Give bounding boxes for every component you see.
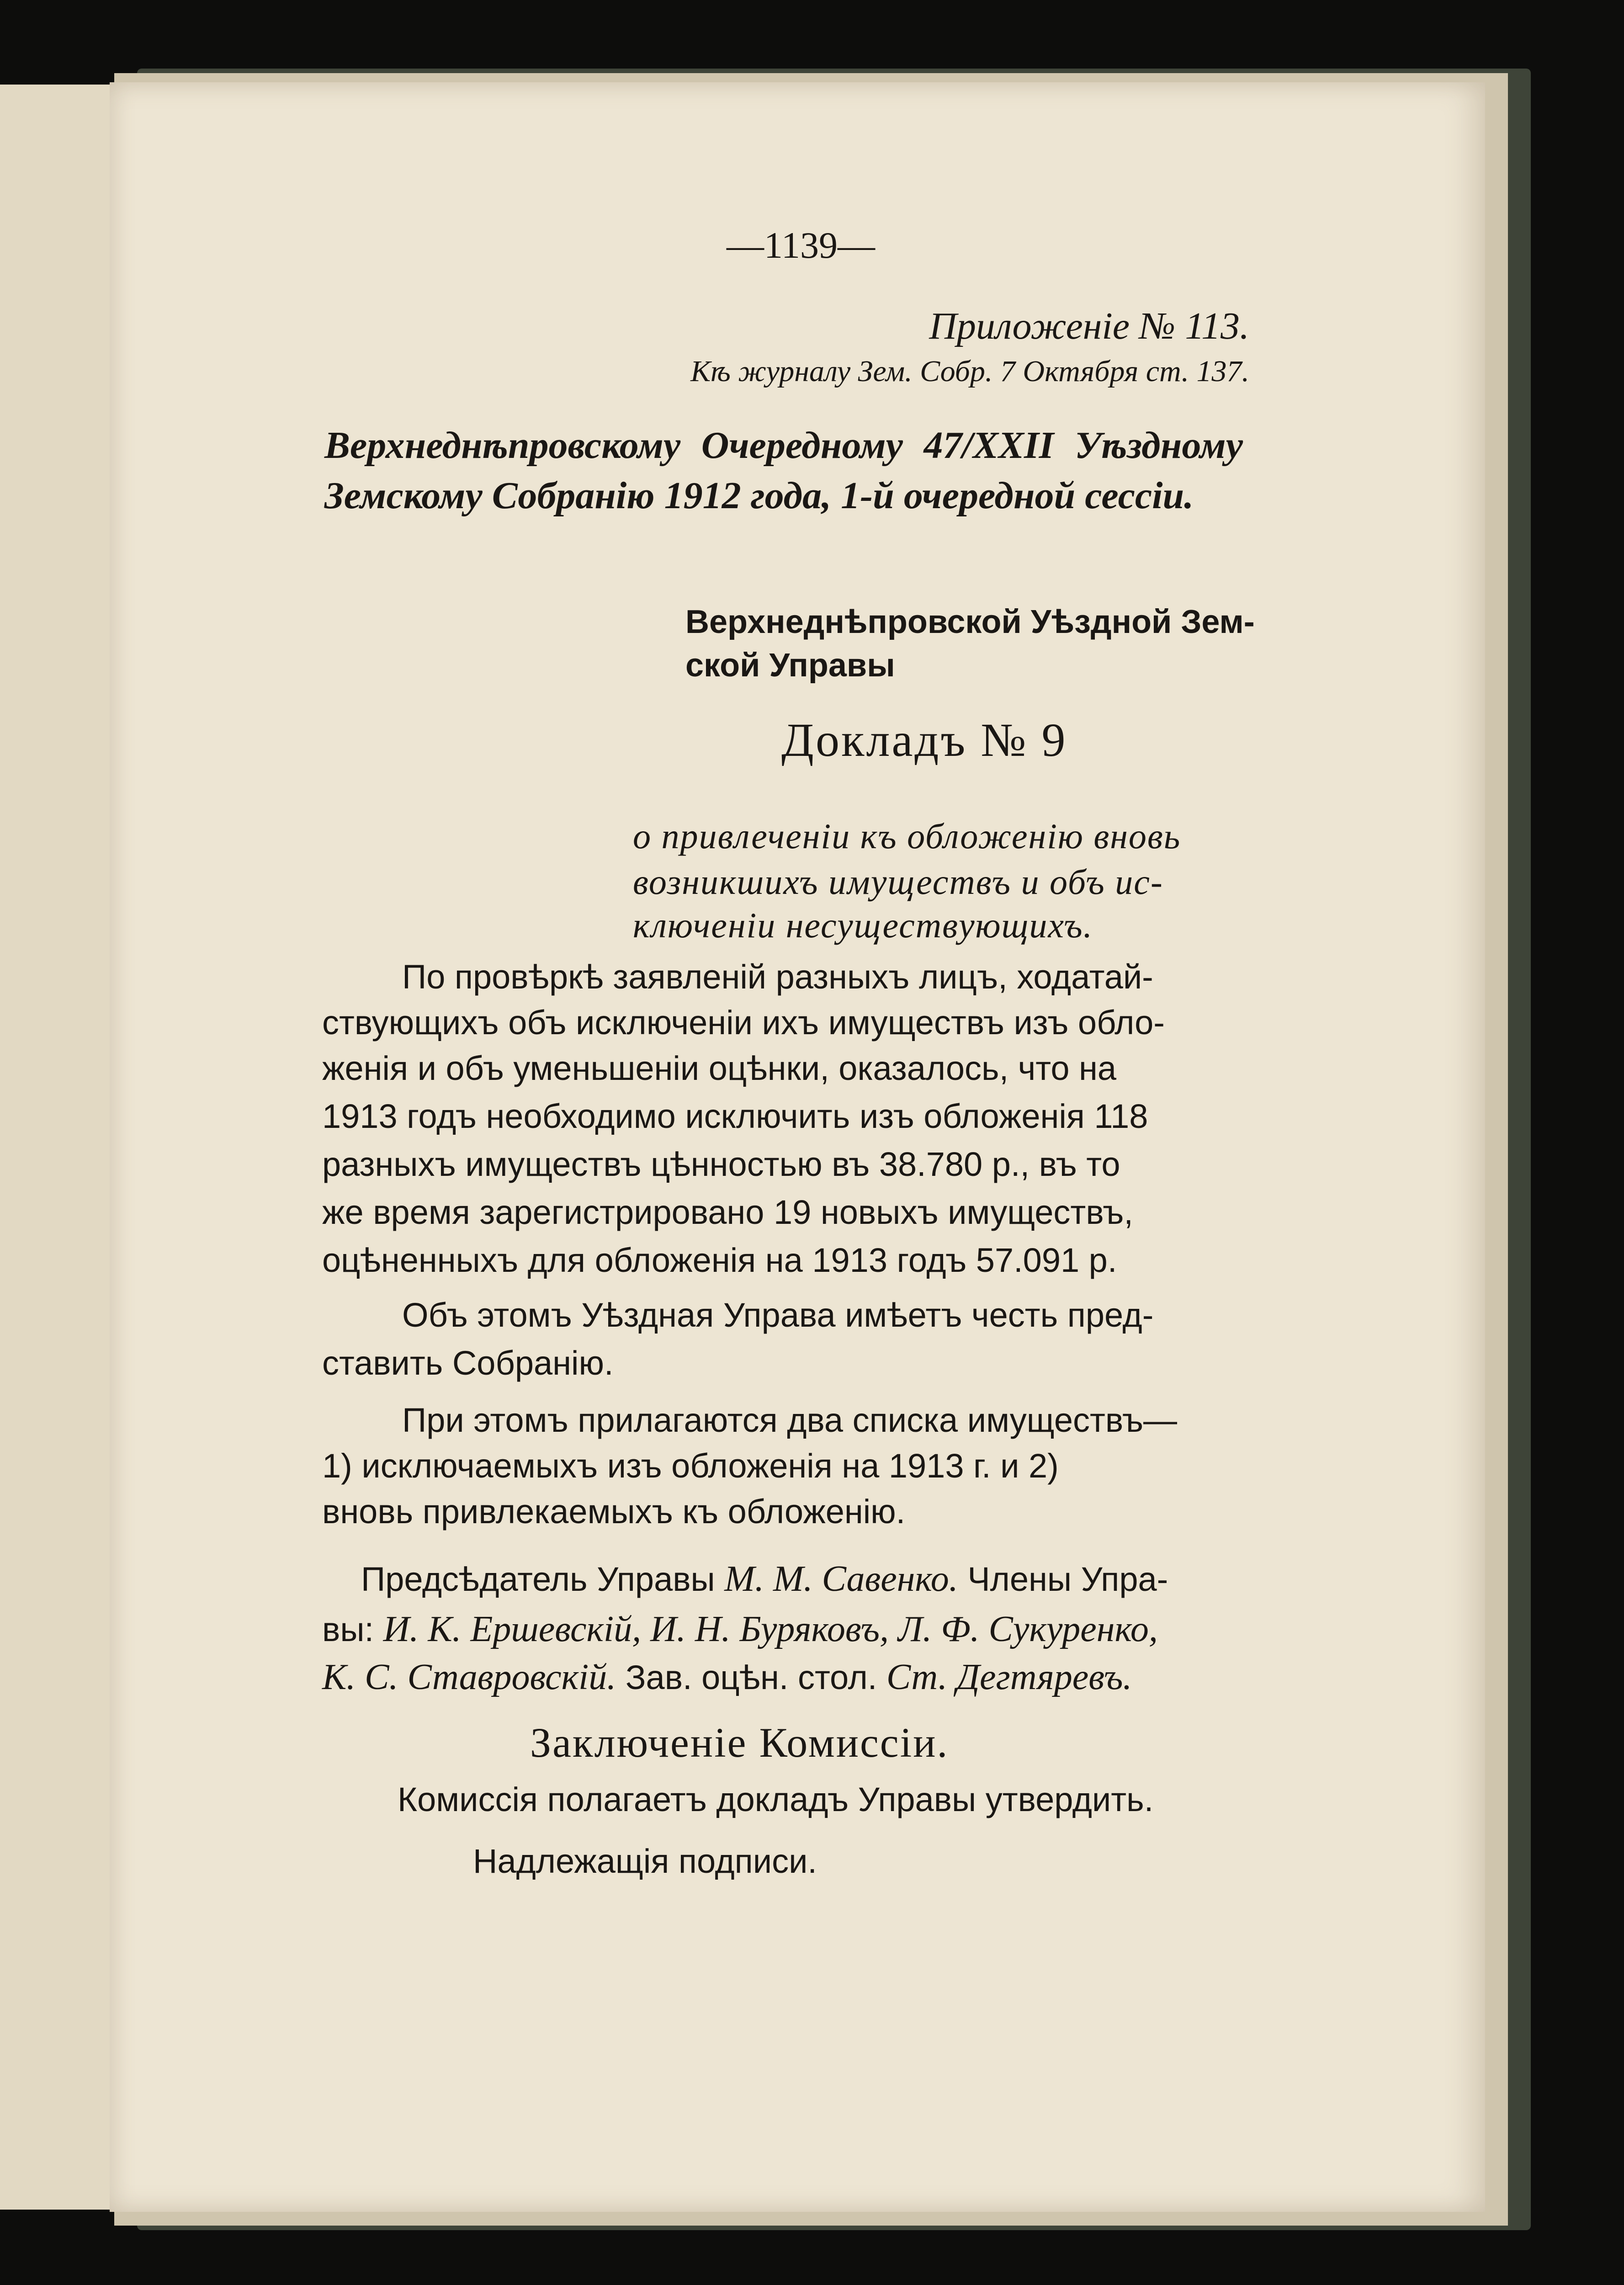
subject-line-1: о привлеченіи къ обложенію вновь: [633, 816, 1181, 856]
report-title: Докладъ № 9: [781, 714, 1067, 766]
paragraph-1-line-5: разныхъ имуществъ цѣнностью въ 38.780 р., въ то: [322, 1145, 1120, 1183]
left-page-edge: [0, 85, 112, 2210]
subject-line-2: возникшихъ имуществъ и объ ис-: [633, 862, 1163, 902]
addressee: Верхнеднѣпровскому Очередному 47/XXII Уѣздному Земскому Собранію 1912 года, 1-й очередной сессіи.: [324, 424, 1243, 517]
paragraph-3-line-1: При этомъ прилагаются два списка имуществъ—: [402, 1401, 1178, 1439]
paragraph-1-line-7: оцѣненныхъ для обложенія на 1913 годъ 57.091 р.: [322, 1241, 1117, 1279]
page-number: —1139—: [727, 224, 875, 266]
signatures-note: Надлежащія подписи.: [473, 1842, 817, 1880]
paragraph-1-line-6: же время зарегистрировано 19 новыхъ имуществъ,: [322, 1193, 1133, 1231]
commission-text: Комиссія полагаетъ докладъ Управы утвердить.: [398, 1780, 1154, 1818]
appendix-number: Приложеніе № 113.: [929, 305, 1249, 347]
paragraph-2-line-2: ставить Собранію.: [322, 1344, 614, 1382]
signature-line-1: [361, 1558, 1168, 1600]
members-names: И. К. Ершевскій, И. Н. Буряковъ, Л. Ф. Сукуренко,: [383, 1609, 1158, 1649]
chair-name: М. М. Савенко.: [724, 1559, 958, 1599]
signature-line-3: [322, 1657, 1132, 1698]
sender-line-2: ской Управы: [685, 647, 895, 684]
subject-line-3: ключеніи несуществующихъ.: [633, 905, 1093, 945]
clerk-name: Ст. Дегтяревъ.: [886, 1657, 1132, 1697]
clerk-label: Зав. оцѣн. стол.: [625, 1658, 877, 1696]
paragraph-1-line-2: ствующихъ объ исключеніи ихъ имуществъ изъ обло-: [322, 1004, 1165, 1042]
chair-label: Предсѣдатель Управы: [361, 1560, 715, 1598]
member-last: К. С. Ставровскій.: [322, 1657, 616, 1697]
paragraph-3-line-2: 1) исключаемыхъ изъ обложенія на 1913 г. и 2): [322, 1447, 1059, 1485]
commission-title: Заключеніе Комиссіи.: [530, 1719, 949, 1766]
sender-line-1: Верхнеднѣпровской Уѣздной Зем-: [685, 604, 1255, 640]
signature-line-2: [322, 1609, 1158, 1650]
paragraph-1-line-3: женія и объ уменьшеніи оцѣнки, оказалось, что на: [322, 1049, 1117, 1087]
paragraph-2-line-1: Объ этомъ Уѣздная Управа имѣетъ честь пред-: [402, 1296, 1154, 1334]
paragraph-3-line-3: вновь привлекаемыхъ къ обложенію.: [322, 1493, 906, 1530]
appendix-reference: Кѣ журналу Зем. Собр. 7 Октября ст. 137.: [690, 355, 1249, 388]
members-label-b: вы:: [322, 1610, 374, 1648]
members-label-a: Члены Упра-: [967, 1560, 1168, 1598]
paragraph-1-line-1: По провѣркѣ заявленій разныхъ лицъ, ходатай-: [402, 958, 1153, 996]
paragraph-1-line-4: 1913 годъ необходимо исключить изъ обложенія 118: [322, 1097, 1148, 1135]
